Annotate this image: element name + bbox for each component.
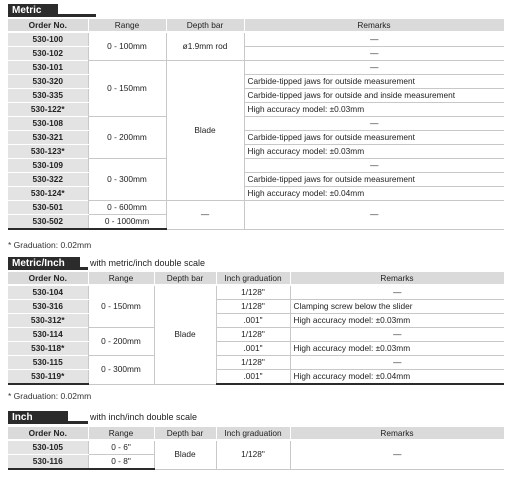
metric-inch-section-note: with metric/inch double scale: [90, 258, 206, 268]
col-header-order-no: Order No.: [8, 427, 88, 440]
remarks-cell: High accuracy model: ±0.03mm: [290, 342, 504, 356]
remarks-cell: Carbide-tipped jaws for outside measurement: [244, 173, 504, 187]
order-no-cell: 530-104: [8, 285, 88, 300]
remarks-cell: High accuracy model: ±0.04mm: [290, 370, 504, 385]
order-no-cell: 530-123*: [8, 145, 88, 159]
table-row: [8, 370, 504, 385]
metric-inch-footnote: * Graduation: 0.02mm: [8, 391, 92, 401]
table-row: [8, 75, 504, 89]
metric-section-rule: [58, 14, 96, 17]
order-no-cell: 530-335: [8, 89, 88, 103]
metric-table: [8, 19, 505, 230]
metric-inch-header-row: [8, 272, 504, 285]
inch-graduation-cell: 1/128": [216, 285, 290, 300]
metric-footnote: * Graduation: 0.02mm: [8, 240, 92, 250]
remarks-cell: —: [244, 201, 504, 230]
remarks-cell: —: [290, 440, 504, 469]
remarks-cell: High accuracy model: ±0.03mm: [244, 103, 504, 117]
inch-graduation-cell: 1/128": [216, 328, 290, 342]
remarks-cell: Clamping screw below the slider: [290, 300, 504, 314]
metric-inch-section-rule: [80, 267, 88, 270]
order-no-cell: 530-109: [8, 159, 88, 173]
order-no-cell: 530-124*: [8, 187, 88, 201]
range-cell: 0 - 600mm: [88, 201, 166, 215]
metric-section-tab: Metric: [8, 4, 58, 17]
remarks-cell: —: [290, 356, 504, 370]
remarks-cell: High accuracy model: ±0.03mm: [244, 145, 504, 159]
range-cell: 0 - 1000mm: [88, 215, 166, 230]
order-no-cell: 530-122*: [8, 103, 88, 117]
remarks-cell: —: [244, 159, 504, 173]
col-header-remarks: Remarks: [290, 272, 504, 285]
table-row: [8, 103, 504, 117]
metric-header-row: [8, 19, 504, 32]
order-no-cell: 530-114: [8, 328, 88, 342]
remarks-cell: Carbide-tipped jaws for outside measurement: [244, 75, 504, 89]
table-row: [8, 173, 504, 187]
order-no-cell: 530-501: [8, 201, 88, 215]
metric-inch-section-header: [8, 257, 504, 270]
remarks-cell: Carbide-tipped jaws for outside measurement: [244, 131, 504, 145]
remarks-cell: —: [244, 61, 504, 75]
inch-graduation-cell: .001": [216, 314, 290, 328]
order-no-cell: 530-105: [8, 440, 88, 455]
inch-section-tab: Inch: [8, 411, 68, 424]
inch-section-note: with inch/inch double scale: [90, 412, 198, 422]
table-row: [8, 201, 504, 215]
col-header-remarks: Remarks: [244, 19, 504, 32]
col-header-remarks: Remarks: [290, 427, 504, 440]
order-no-cell: 530-116: [8, 455, 88, 470]
col-header-inch-graduation: Inch graduation: [216, 427, 290, 440]
table-row: [8, 314, 504, 328]
col-header-order-no: Order No.: [8, 19, 88, 32]
order-no-cell: 530-108: [8, 117, 88, 131]
inch-section-rule: [68, 421, 88, 424]
col-header-depth-bar: Depth bar: [154, 427, 216, 440]
range-cell: 0 - 300mm: [88, 159, 166, 201]
order-no-cell: 530-320: [8, 75, 88, 89]
table-row: [8, 159, 504, 173]
range-cell: 0 - 6": [88, 440, 154, 455]
remarks-cell: Carbide-tipped jaws for outside and inside measurement: [244, 89, 504, 103]
order-no-cell: 530-115: [8, 356, 88, 370]
range-cell: 0 - 200mm: [88, 328, 154, 356]
range-cell: 0 - 300mm: [88, 356, 154, 385]
table-row: [8, 117, 504, 131]
inch-table: [8, 427, 505, 470]
remarks-cell: —: [290, 328, 504, 342]
table-row: [8, 145, 504, 159]
order-no-cell: 530-119*: [8, 370, 88, 385]
order-no-cell: 530-102: [8, 47, 88, 61]
table-row: [8, 342, 504, 356]
table-row: [8, 131, 504, 145]
col-header-depth-bar: Depth bar: [154, 272, 216, 285]
metric-inch-section-tab: Metric/Inch: [8, 257, 80, 270]
depth-bar-cell: ø1.9mm rod: [166, 32, 244, 61]
order-no-cell: 530-316: [8, 300, 88, 314]
table-row: [8, 187, 504, 201]
remarks-cell: —: [244, 47, 504, 61]
inch-graduation-cell: 1/128": [216, 356, 290, 370]
remarks-cell: —: [290, 285, 504, 300]
table-row: [8, 356, 504, 370]
col-header-depth-bar: Depth bar: [166, 19, 244, 32]
col-header-range: Range: [88, 272, 154, 285]
table-row: [8, 47, 504, 61]
order-no-cell: 530-322: [8, 173, 88, 187]
depth-bar-cell: —: [166, 201, 244, 230]
table-row: [8, 300, 504, 314]
table-row: [8, 440, 504, 455]
inch-graduation-cell: 1/128": [216, 300, 290, 314]
order-no-cell: 530-312*: [8, 314, 88, 328]
range-cell: 0 - 150mm: [88, 61, 166, 117]
inch-graduation-cell: .001": [216, 342, 290, 356]
remarks-cell: High accuracy model: ±0.04mm: [244, 187, 504, 201]
depth-bar-cell: Blade: [154, 440, 216, 469]
remarks-cell: —: [244, 117, 504, 131]
table-row: [8, 89, 504, 103]
range-cell: 0 - 200mm: [88, 117, 166, 159]
col-header-range: Range: [88, 19, 166, 32]
inch-graduation-cell: 1/128": [216, 440, 290, 469]
col-header-range: Range: [88, 427, 154, 440]
range-cell: 0 - 150mm: [88, 285, 154, 328]
remarks-cell: —: [244, 32, 504, 47]
order-no-cell: 530-502: [8, 215, 88, 230]
metric-inch-table: [8, 272, 505, 385]
range-cell: 0 - 8": [88, 455, 154, 470]
metric-section-header: [8, 4, 504, 17]
remarks-cell: High accuracy model: ±0.03mm: [290, 314, 504, 328]
range-cell: 0 - 100mm: [88, 32, 166, 61]
order-no-cell: 530-101: [8, 61, 88, 75]
depth-bar-cell: Blade: [154, 285, 216, 384]
table-row: [8, 61, 504, 75]
col-header-inch-graduation: Inch graduation: [216, 272, 290, 285]
table-row: [8, 285, 504, 300]
inch-section-header: [8, 411, 504, 424]
table-row: [8, 328, 504, 342]
table-row: [8, 32, 504, 47]
order-no-cell: 530-118*: [8, 342, 88, 356]
inch-graduation-cell: .001": [216, 370, 290, 385]
order-no-cell: 530-100: [8, 32, 88, 47]
order-no-cell: 530-321: [8, 131, 88, 145]
col-header-order-no: Order No.: [8, 272, 88, 285]
depth-bar-cell: Blade: [166, 61, 244, 201]
inch-header-row: [8, 427, 504, 440]
